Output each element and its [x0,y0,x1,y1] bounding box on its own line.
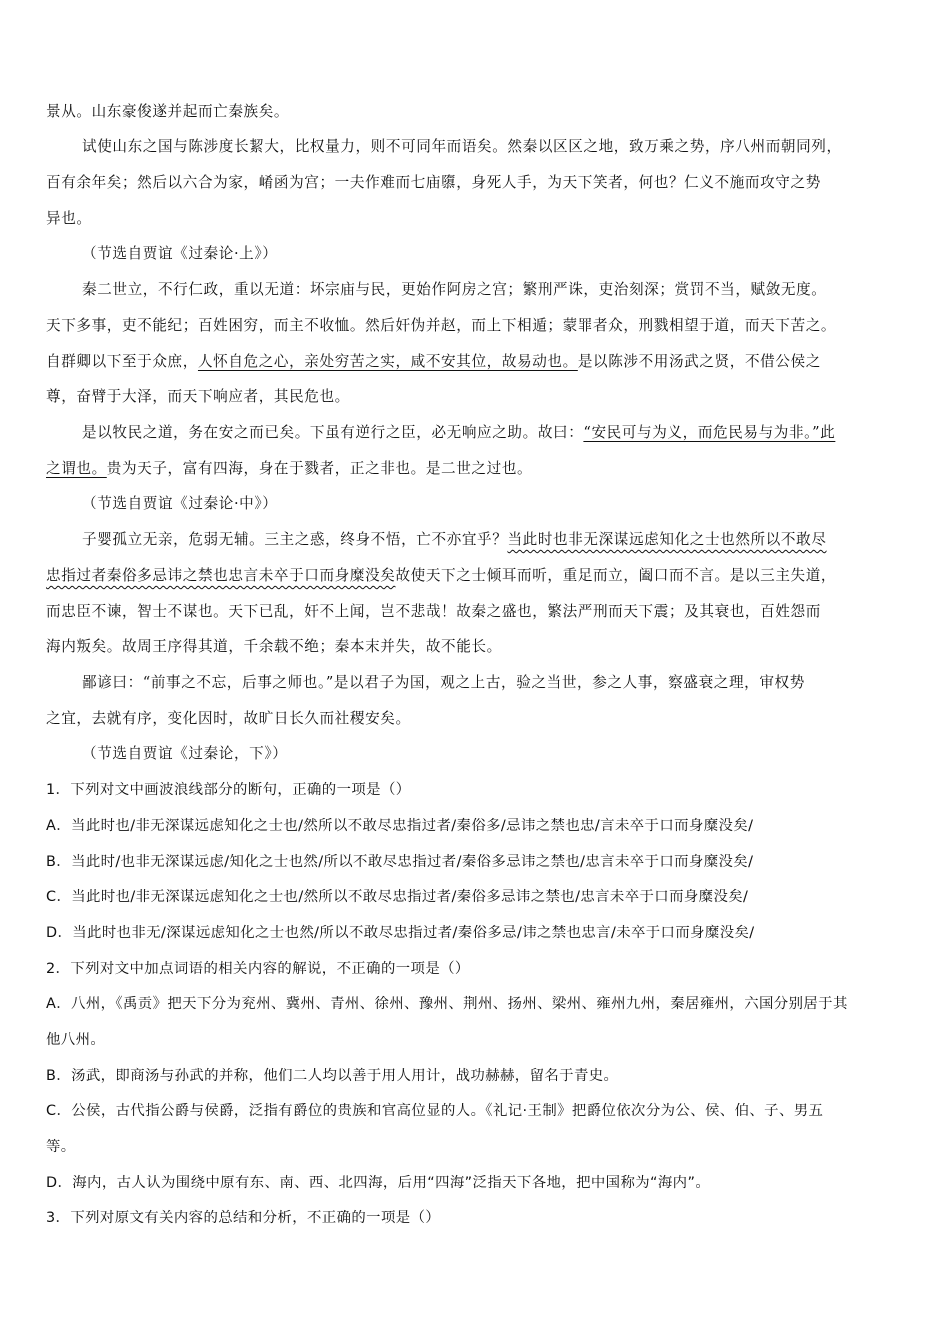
answer-option: C．公侯，古代指公爵与侯爵，泛指有爵位的贵族和官高位显的人。《礼记·王制》把爵位依次分为公、侯、伯、子、男五 [46,1103,824,1119]
source-citation: （节选自贾谊《过秦论·中》） [82,495,278,512]
wavy-underlined-text: 忠指过者秦俗多忌讳之禁也忠言未卒于口而身糜没矣 [46,567,396,584]
underlined-sentence: “安民可与为义，而危民易与为非。”此 [583,424,836,441]
source-citation: （节选自贾谊《过秦论·上》） [82,245,278,262]
passage-line: 海内叛矣。故周王序得其道，千余载不绝；秦本末并失，故不能长。 [46,638,502,655]
passage-line: 之宜，去就有序，变化因时，故旷日长久而社稷安矣。 [46,710,411,727]
passage-line: 尊，奋臂于大泽，而天下响应者，其民危也。 [46,388,350,405]
answer-option: A．八州，《禹贡》把天下分为兖州、冀州、青州、徐州、豫州、荆州、扬州、梁州、雍州九州，秦居雍州，六国分别居于其 [46,996,848,1012]
wavy-underlined-text: 当此时也非无深谋远虑知化之士也然所以不敢尽 [507,531,827,548]
answer-option: A．当此时也/非无深谋远虑知化之士也/然所以不敢尽忠指过者/秦俗多/忌讳之禁也忠/言未卒于口而身糜没矣/ [46,818,754,834]
question-stem: 3．下列对原文有关内容的总结和分析，不正确的一项是（） [46,1210,441,1226]
answer-option: B．汤武，即商汤与孙武的并称，他们二人均以善于用人用计，战功赫赫，留名于青史。 [46,1068,619,1084]
plain-text: 贵为天子，富有四海，身在于戮者，正之非也。是二世之过也。 [106,460,533,477]
plain-text: 自群卿以下至于众庶， [46,353,198,370]
plain-text: 是以陈涉不用汤武之贤，不借公侯之 [577,353,821,370]
passage-line: 秦二世立，不行仁政，重以无道：坏宗庙与民，更始作阿房之宫；繁刑严诛，吏治刻深；赏罚不当，赋敛无度。 [82,281,827,298]
passage-line: 百有余年矣；然后以六合为家，崤函为宫；一夫作难而七庙隳，身死人手，为天下笑者，何也？仁义不施而攻守之势 [46,174,821,191]
question-stem: 1．下列对文中画波浪线部分的断句，正确的一项是（） [46,782,411,798]
underlined-sentence: 人怀自危之心，亲处穷苦之实，咸不安其位，故易动也。 [197,353,578,370]
answer-option: C．当此时也/非无深谋远虑知化之士也/然所以不敢尽忠指过者/秦俗多忌讳之禁也/忠言未卒于口而身糜没矣/ [46,889,749,905]
passage-line: 而忠臣不谏，智士不谋也。天下已乱，奸不上闻，岂不悲哉！故秦之盛也，繁法严刑而天下震；及其衰也，百姓怨而 [46,603,821,620]
answer-option-continued: 等。 [46,1139,76,1155]
passage-line [46,459,532,479]
plain-text: 是以牧民之道，务在安之而已矣。下虽有逆行之臣，必无响应之助。故曰： [82,424,584,441]
answer-option: D．海内，古人认为围绕中原有东、南、西、北四海，后用“四海”泛指天下各地，把中国称为“海内”。 [46,1175,711,1191]
passage-line: 鄙谚曰：“前事之不忘，后事之师也。”是以君子为国，观之上古，验之当世，参之人事，察盛衰之理，审权势 [82,674,805,691]
passage-line [46,352,821,372]
answer-option-continued: 他八州。 [46,1032,106,1048]
plain-text: 故使天下之士倾耳而听，重足而立，阖口而不言。是以三主失道， [395,567,837,584]
answer-option: B．当此时/也非无深谋远虑/知化之士也然/所以不敢尽忠指过者/秦俗多忌讳之禁也/忠言未卒于口而身糜没矣/ [46,854,754,870]
underlined-sentence: 之谓也。 [46,460,107,477]
passage-line: 试使山东之国与陈涉度长絜大，比权量力，则不可同年而语矣。然秦以区区之地，致万乘之势，序八州而朝同列， [82,138,842,155]
passage-line: 天下多事，吏不能纪；百姓困穷，而主不收恤。然后奸伪并赵，而上下相遁；蒙罪者众，刑戮相望于道，而天下苦之。 [46,317,837,334]
passage-line: 景从。山东豪俊遂并起而亡秦族矣。 [46,103,290,120]
answer-option: D．当此时也非无/深谋远虑知化之士也然/所以不敢尽忠指过者/秦俗多忌/讳之禁也忠言/未卒于口而身糜没矣/ [46,925,755,941]
passage-line [46,566,836,586]
question-stem: 2．下列对文中加点词语的相关内容的解说，不正确的一项是（） [46,961,470,977]
source-citation: （节选自贾谊《过秦论，下》） [82,745,288,762]
plain-text: 子婴孤立无亲，危弱无辅。三主之惑，终身不悟，亡不亦宜乎？ [82,531,508,548]
passage-line [82,423,835,443]
passage-line: 异也。 [46,210,92,227]
passage-line [82,530,827,550]
